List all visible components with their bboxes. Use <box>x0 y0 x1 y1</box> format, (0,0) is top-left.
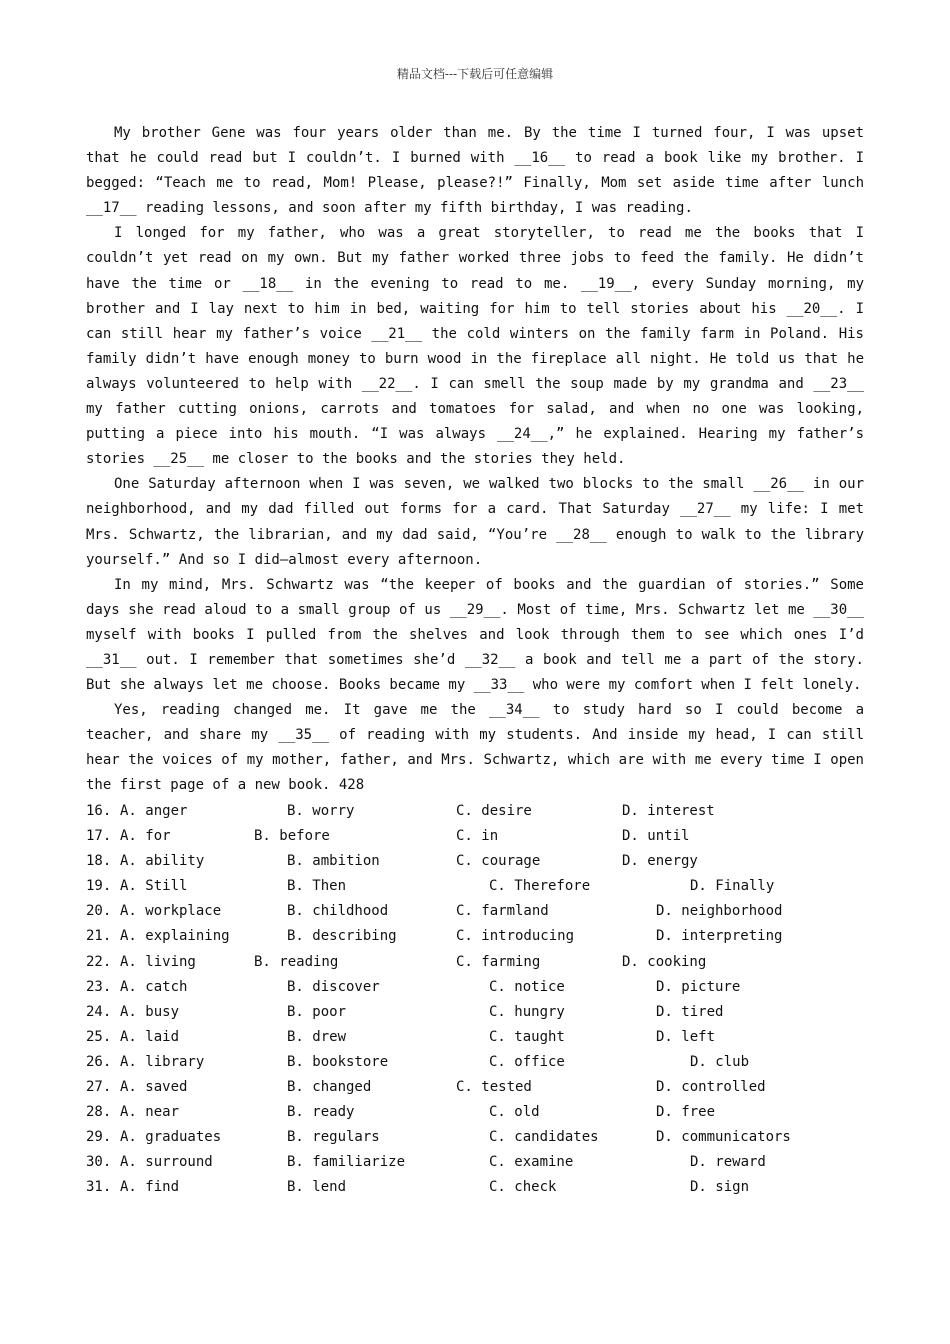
answer-option-c: C. old <box>489 1104 540 1121</box>
question-number: 24. <box>86 1003 112 1020</box>
question-number: 27. <box>86 1079 112 1096</box>
question-row <box>86 824 864 849</box>
answer-option-c: C. introducing <box>456 928 575 945</box>
question-number: 26. <box>86 1053 112 1070</box>
question-row <box>86 849 864 874</box>
answer-option-c: C. farmland <box>456 903 549 920</box>
answer-option-c: C. courage <box>456 853 541 870</box>
page-header: 精品文档---下载后可任意编辑 <box>396 67 554 81</box>
answer-option-d: D. energy <box>622 853 698 870</box>
answer-option-d: D. left <box>656 1028 716 1045</box>
answer-option-a: A. graduates <box>120 1129 222 1146</box>
question-row <box>86 1000 864 1025</box>
answer-option-d: D. communicators <box>656 1129 791 1146</box>
answer-option-c: C. examine <box>489 1154 574 1171</box>
question-number: 18. <box>86 853 112 870</box>
answer-option-a: A. surround <box>120 1154 213 1171</box>
passage-paragraph: My brother Gene was four years older than me. By the time I turned four, I was upset that he could read but I couldn’t. I burned with __16__ to read a book like my brother. I begged: “Teach me to read, Mom! Please, please?!” Finally, Mom set aside time after lunch __17__ reading lessons, and soon after my fifth birthday, I was reading. <box>86 125 864 217</box>
question-row <box>86 1150 864 1175</box>
question-row <box>86 950 864 975</box>
answer-option-b: B. before <box>254 828 330 845</box>
question-row <box>86 799 864 824</box>
passage-paragraph: In my mind, Mrs. Schwartz was “the keeper of books and the guardian of stories.” Some days she read aloud to a small group of us __29__. Most of time, Mrs. Schwartz let me __30__ myself with books I pulled from the shelves and look through them to see which ones I’d __31__ out. I remember that sometimes she’d __32__ a book and tell me a part of the story. But she always let me choose. Books became my __33__ who were my comfort when I felt lonely. <box>86 576 864 694</box>
question-number: 28. <box>86 1104 112 1121</box>
answer-option-b: B. ready <box>287 1104 355 1121</box>
answer-option-a: A. catch <box>120 978 188 995</box>
answer-option-d: D. picture <box>656 978 741 995</box>
answer-option-b: B. changed <box>287 1079 372 1096</box>
answer-option-d: D. cooking <box>622 953 707 970</box>
answer-option-a: A. workplace <box>120 903 222 920</box>
answer-option-c: C. tested <box>456 1079 532 1096</box>
answer-option-d: D. club <box>690 1053 750 1070</box>
answer-option-a: A. Still <box>120 878 188 895</box>
answer-option-b: B. bookstore <box>287 1053 389 1070</box>
question-row <box>86 1125 864 1150</box>
question-list <box>86 799 864 1201</box>
answer-option-c: C. office <box>489 1053 565 1070</box>
answer-option-b: B. childhood <box>287 903 389 920</box>
passage-paragraph: I longed for my father, who was a great storyteller, to read me the books that I couldn’t yet read on my own. But my father worked three jobs to feed the family. He didn’t have the time or __18__ in the evening to read to me. __19__, every Sunday morning, my brother and I lay next to him in bed, waiting for him to tell stories about his __20__. I can still hear my father’s voice __21__ the cold winters on the family farm in Poland. His family didn’t have enough money to burn wood in the fireplace all night. He told us that he always volunteered to help with __22__. I can smell the soup made by my grandma and __23__ my father cutting onions, carrots and tomatoes for salad, and when no one was looking, putting a piece into his mouth. “I was always __24__,” he explained. Hearing my father’s stories __25__ me closer to the books and the stories they held. <box>86 225 864 468</box>
question-number: 30. <box>86 1154 112 1171</box>
answer-option-b: B. lend <box>287 1179 347 1196</box>
answer-option-a: A. ability <box>120 853 205 870</box>
question-row <box>86 1025 864 1050</box>
answer-option-a: A. find <box>120 1179 180 1196</box>
answer-option-d: D. free <box>656 1104 716 1121</box>
answer-option-d: D. controlled <box>656 1079 766 1096</box>
answer-option-c: C. hungry <box>489 1003 565 1020</box>
answer-option-d: D. sign <box>690 1179 750 1196</box>
answer-option-c: C. in <box>456 828 499 845</box>
answer-option-b: B. poor <box>287 1003 347 1020</box>
answer-option-a: A. near <box>120 1104 180 1121</box>
question-row <box>86 1075 864 1100</box>
question-number: 31. <box>86 1179 112 1196</box>
answer-option-a: A. anger <box>120 803 188 819</box>
answer-option-a: A. saved <box>120 1079 188 1096</box>
answer-option-a: A. busy <box>120 1003 180 1020</box>
question-row <box>86 1100 864 1125</box>
answer-option-d: D. Finally <box>690 878 775 895</box>
answer-option-b: B. ambition <box>287 853 380 870</box>
question-row <box>86 899 864 924</box>
answer-option-a: A. laid <box>120 1028 180 1045</box>
passage-paragraph: One Saturday afternoon when I was seven, we walked two blocks to the small __26__ in our neighborhood, and my dad filled out forms for a card. That Saturday __27__ my life: I met Mrs. Schwartz, the librarian, and my dad said, “You’re __28__ enough to walk to the library yourself.” And so I did—almost every afternoon. <box>86 476 864 568</box>
question-number: 22. <box>86 953 112 970</box>
answer-option-b: B. reading <box>254 953 339 970</box>
answer-option-a: A. library <box>120 1053 205 1070</box>
answer-option-a: A. explaining <box>120 928 230 945</box>
question-number: 20. <box>86 903 112 920</box>
answer-option-b: B. worry <box>287 803 355 819</box>
answer-option-d: D. until <box>622 828 690 845</box>
question-row <box>86 975 864 1000</box>
answer-option-c: C. candidates <box>489 1129 599 1146</box>
question-number: 29. <box>86 1129 112 1146</box>
answer-option-d: D. neighborhood <box>656 903 783 920</box>
answer-option-d: D. reward <box>690 1154 766 1171</box>
answer-option-b: B. drew <box>287 1028 347 1045</box>
answer-option-d: D. interpreting <box>656 928 783 945</box>
answer-option-b: B. Then <box>287 878 347 895</box>
question-number: 16. <box>86 803 112 819</box>
question-number: 19. <box>86 878 112 895</box>
question-number: 17. <box>86 828 112 845</box>
answer-option-a: A. for <box>120 828 171 845</box>
question-number: 25. <box>86 1028 112 1045</box>
question-row <box>86 924 864 949</box>
question-row <box>86 874 864 899</box>
answer-option-c: C. farming <box>456 953 541 970</box>
cloze-passage <box>86 121 864 799</box>
question-row <box>86 1050 864 1075</box>
answer-option-a: A. living <box>120 953 196 970</box>
answer-option-c: C. notice <box>489 978 565 995</box>
answer-option-c: C. Therefore <box>489 878 591 895</box>
answer-option-b: B. discover <box>287 978 380 995</box>
question-number: 21. <box>86 928 112 945</box>
answer-option-b: B. familiarize <box>287 1154 406 1171</box>
answer-option-d: D. tired <box>656 1003 724 1020</box>
answer-option-b: B. describing <box>287 928 397 945</box>
answer-option-b: B. regulars <box>287 1129 380 1146</box>
answer-option-c: C. check <box>489 1179 557 1196</box>
answer-option-c: C. taught <box>489 1028 565 1045</box>
passage-paragraph: Yes, reading changed me. It gave me the __34__ to study hard so I could become a teacher, and share my __35__ of reading with my students. And inside my head, I can still hear the voices of my mother, father, and Mrs. Schwartz, which are with me every time I open the first page of a new book. 428 <box>86 702 864 794</box>
question-number: 23. <box>86 978 112 995</box>
answer-option-d: D. interest <box>622 803 715 819</box>
question-row <box>86 1175 864 1200</box>
answer-option-c: C. desire <box>456 803 532 819</box>
